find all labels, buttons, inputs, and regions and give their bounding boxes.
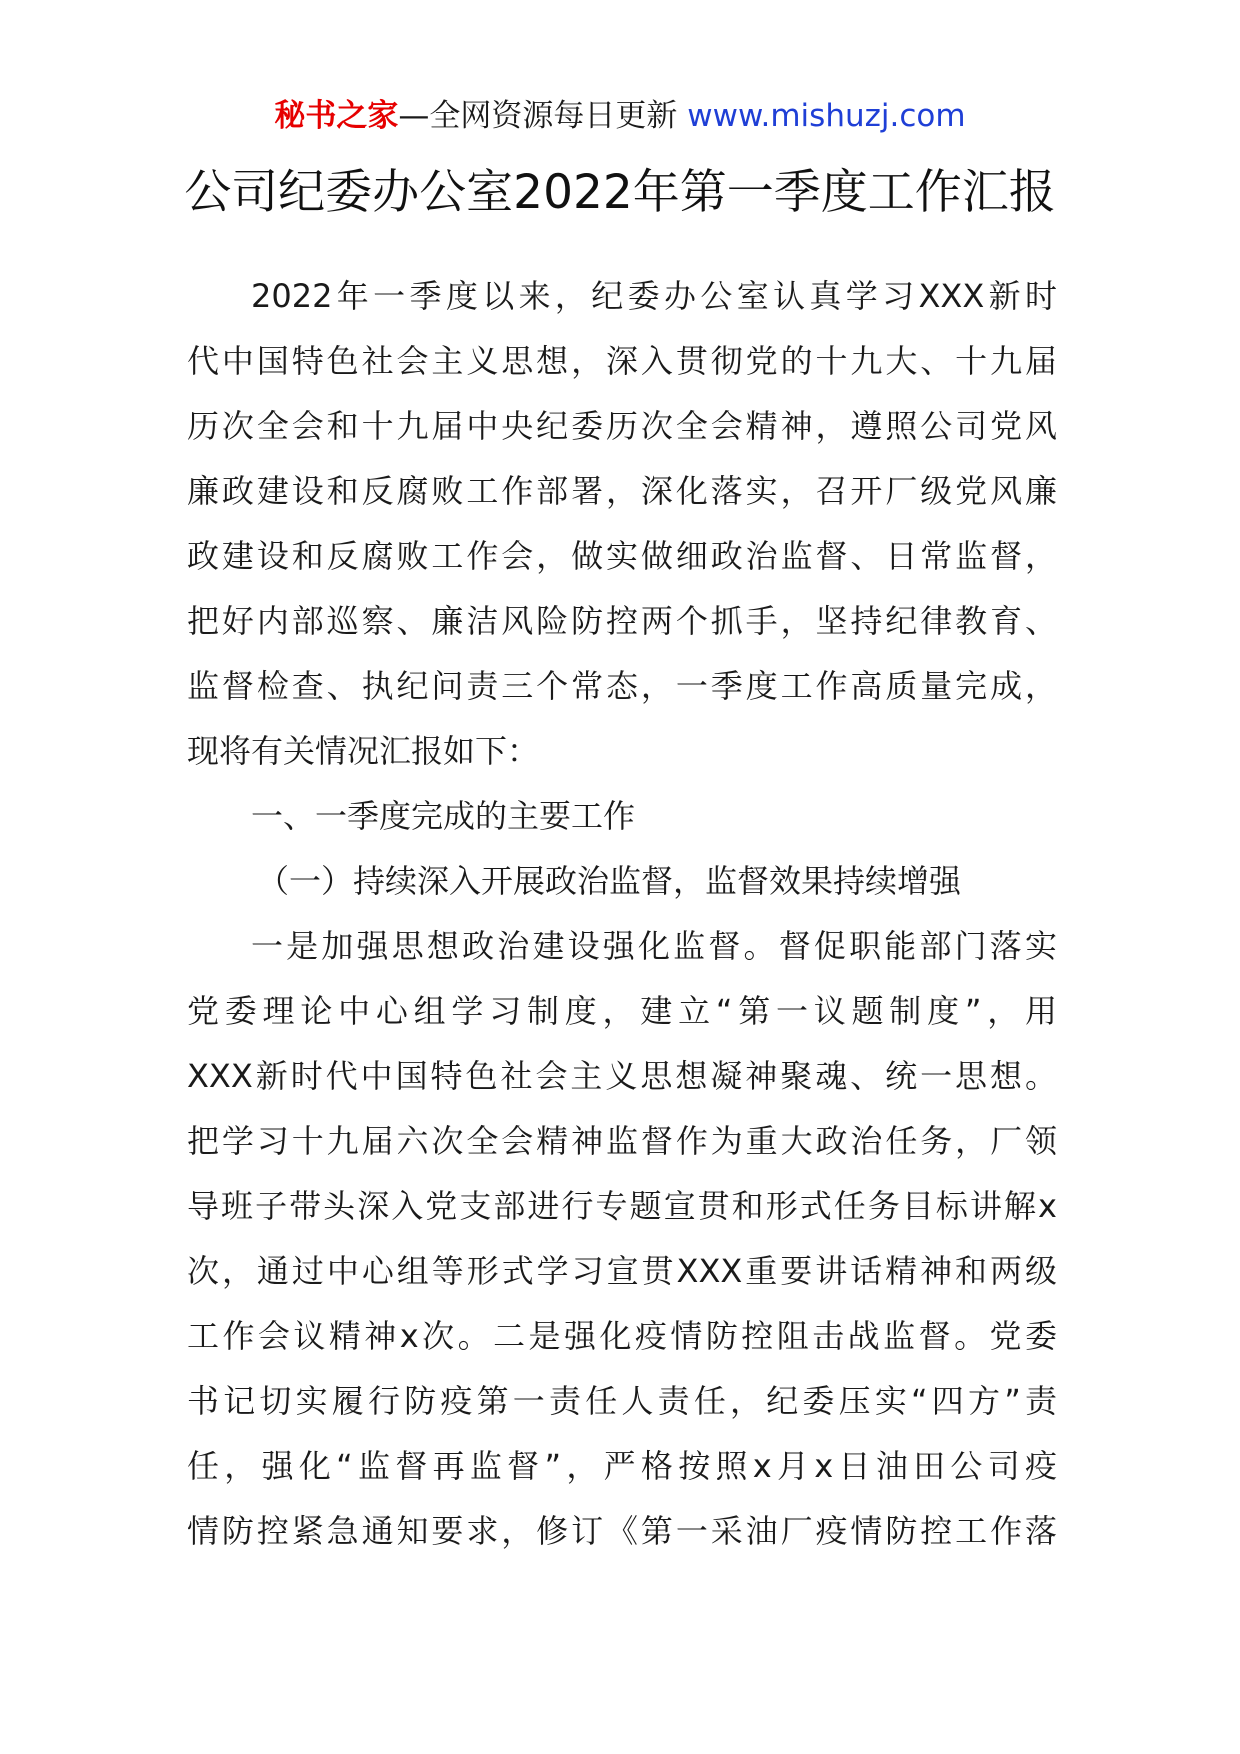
banner-url[interactable]: www.mishuzj.com — [687, 98, 966, 134]
banner-tagline: —全网资源每日更新 — [398, 98, 678, 134]
paragraph-line: 监督检查、执纪问责三个常态，一季度工作高质量完成， — [187, 667, 1057, 705]
paragraph-line: 代中国特色社会主义思想，深入贯彻党的十九大、十九届 — [187, 342, 1057, 380]
document-title: 公司纪委办公室2022年第一季度工作汇报 — [184, 165, 1056, 220]
paragraph-line: 党委理论中心组学习制度，建立“第一议题制度”，用 — [187, 992, 1057, 1030]
paragraph-line: 书记切实履行防疫第一责任人责任，纪委压实“四方”责 — [187, 1382, 1057, 1420]
paragraph-line: 现将有关情况汇报如下： — [187, 732, 540, 770]
subsection-heading: （一）持续深入开展政治监督，监督效果持续增强 — [257, 862, 962, 900]
paragraph-line: 把好内部巡察、廉洁风险防控两个抓手，坚持纪律教育、 — [187, 602, 1057, 640]
paragraph-line: 工作会议精神x次。二是强化疫情防控阻击战监督。党委 — [187, 1317, 1057, 1355]
paragraph-line: 历次全会和十九届中央纪委历次全会精神，遵照公司党风 — [187, 407, 1057, 445]
paragraph-line: XXX新时代中国特色社会主义思想凝神聚魂、统一思想。 — [187, 1057, 1057, 1095]
paragraph-line: 情防控紧急通知要求，修订《第一采油厂疫情防控工作落 — [187, 1512, 1057, 1550]
paragraph-line: 廉政建设和反腐败工作部署，深化落实，召开厂级党风廉 — [187, 472, 1057, 510]
paragraph-line: 次，通过中心组等形式学习宣贯XXX重要讲话精神和两级 — [187, 1252, 1057, 1290]
paragraph-line: 任，强化“监督再监督”，严格按照x月x日油田公司疫 — [187, 1447, 1057, 1485]
paragraph-line: 导班子带头深入党支部进行专题宣贯和形式任务目标讲解x — [187, 1187, 1057, 1225]
banner-brand: 秘书之家 — [274, 98, 399, 134]
paragraph-line: 2022年一季度以来，纪委办公室认真学习XXX新时 — [251, 277, 1057, 315]
section-heading: 一、一季度完成的主要工作 — [251, 797, 636, 835]
site-banner — [0, 96, 1240, 136]
document-body — [187, 264, 1057, 1564]
paragraph-line: 一是加强思想政治建设强化监督。督促职能部门落实 — [251, 927, 1057, 965]
paragraph-line: 把学习十九届六次全会精神监督作为重大政治任务，厂领 — [187, 1122, 1057, 1160]
paragraph-line: 政建设和反腐败工作会，做实做细政治监督、日常监督， — [187, 537, 1057, 575]
